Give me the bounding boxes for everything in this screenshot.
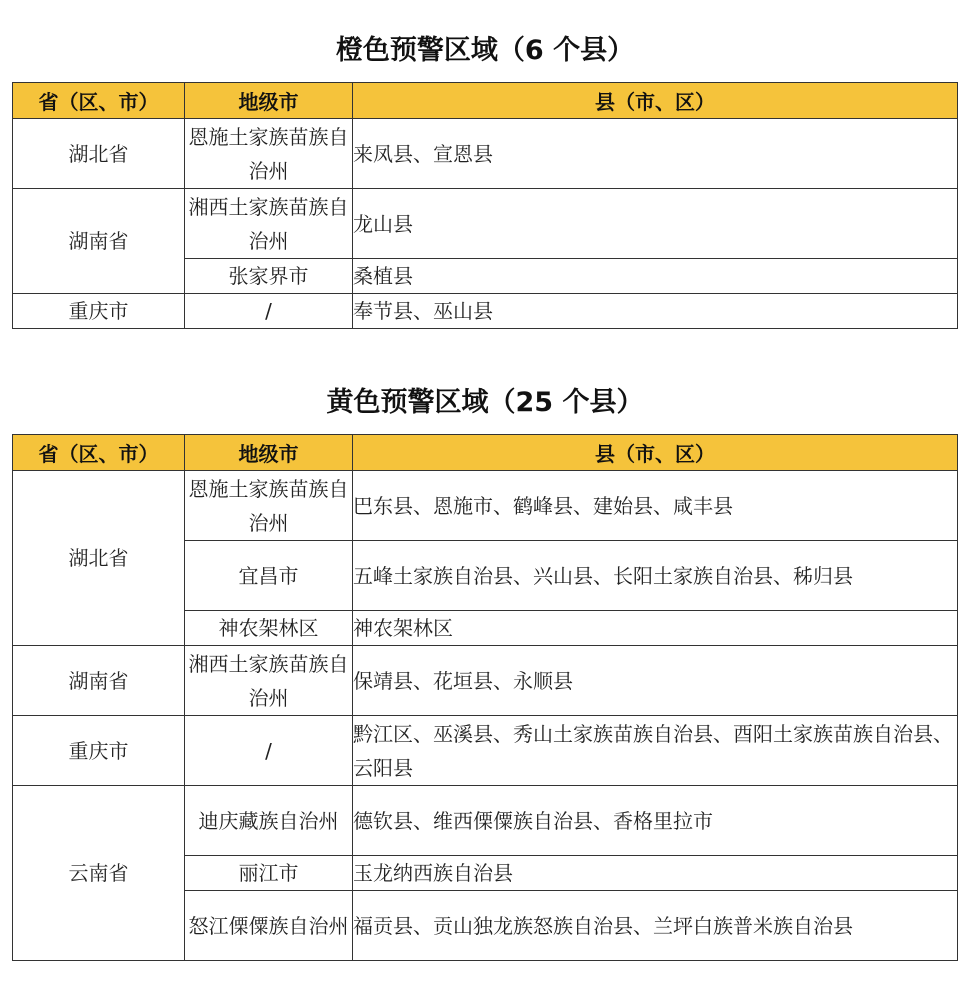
city-cell: 丽江市: [185, 856, 353, 891]
header-city: 地级市: [185, 83, 353, 119]
county-cell: 龙山县: [353, 189, 958, 259]
header-county: 县（市、区）: [353, 83, 958, 119]
header-city: 地级市: [185, 435, 353, 471]
city-cell: 迪庆藏族自治州: [185, 786, 353, 856]
table-header-row: [13, 435, 958, 471]
province-cell: 湖北省: [13, 119, 185, 189]
county-cell: 桑植县: [353, 259, 958, 294]
county-cell: 德钦县、维西傈僳族自治县、香格里拉市: [353, 786, 958, 856]
city-cell: 恩施土家族苗族自治州: [185, 471, 353, 541]
orange-warning-table: [12, 82, 958, 329]
city-cell: /: [185, 294, 353, 329]
province-cell: 重庆市: [13, 716, 185, 786]
county-cell: 奉节县、巫山县: [353, 294, 958, 329]
table-row: [13, 471, 958, 541]
city-cell: 宜昌市: [185, 541, 353, 611]
table-row: [13, 119, 958, 189]
city-cell: 神农架林区: [185, 611, 353, 646]
province-cell: 湖北省: [13, 471, 185, 646]
table-row: [13, 189, 958, 259]
table-row: [13, 786, 958, 856]
table-row: [13, 646, 958, 716]
county-cell: 巴东县、恩施市、鹤峰县、建始县、咸丰县: [353, 471, 958, 541]
city-cell: /: [185, 716, 353, 786]
city-cell: 怒江傈僳族自治州: [185, 891, 353, 961]
county-cell: 来凤县、宣恩县: [353, 119, 958, 189]
table-header-row: [13, 83, 958, 119]
city-cell: 湘西土家族苗族自治州: [185, 646, 353, 716]
orange-section-title: 橙色预警区域（6 个县）: [335, 35, 635, 66]
yellow-warning-table: [12, 434, 958, 961]
province-cell: 湖南省: [13, 646, 185, 716]
province-cell: 重庆市: [13, 294, 185, 329]
city-cell: 湘西土家族苗族自治州: [185, 189, 353, 259]
province-cell: 湖南省: [13, 189, 185, 294]
header-province: 省（区、市）: [13, 435, 185, 471]
county-cell: 保靖县、花垣县、永顺县: [353, 646, 958, 716]
county-cell: 福贡县、贡山独龙族怒族自治县、兰坪白族普米族自治县: [353, 891, 958, 961]
header-county: 县（市、区）: [353, 435, 958, 471]
county-cell: 神农架林区: [353, 611, 958, 646]
county-cell: 黔江区、巫溪县、秀山土家族苗族自治县、酉阳土家族苗族自治县、云阳县: [353, 716, 958, 786]
yellow-section-title: 黄色预警区域（25 个县）: [326, 387, 644, 418]
city-cell: 张家界市: [185, 259, 353, 294]
header-province: 省（区、市）: [13, 83, 185, 119]
city-cell: 恩施土家族苗族自治州: [185, 119, 353, 189]
table-row: [13, 716, 958, 786]
table-row: [13, 294, 958, 329]
county-cell: 五峰土家族自治县、兴山县、长阳土家族自治县、秭归县: [353, 541, 958, 611]
county-cell: 玉龙纳西族自治县: [353, 856, 958, 891]
province-cell: 云南省: [13, 786, 185, 961]
